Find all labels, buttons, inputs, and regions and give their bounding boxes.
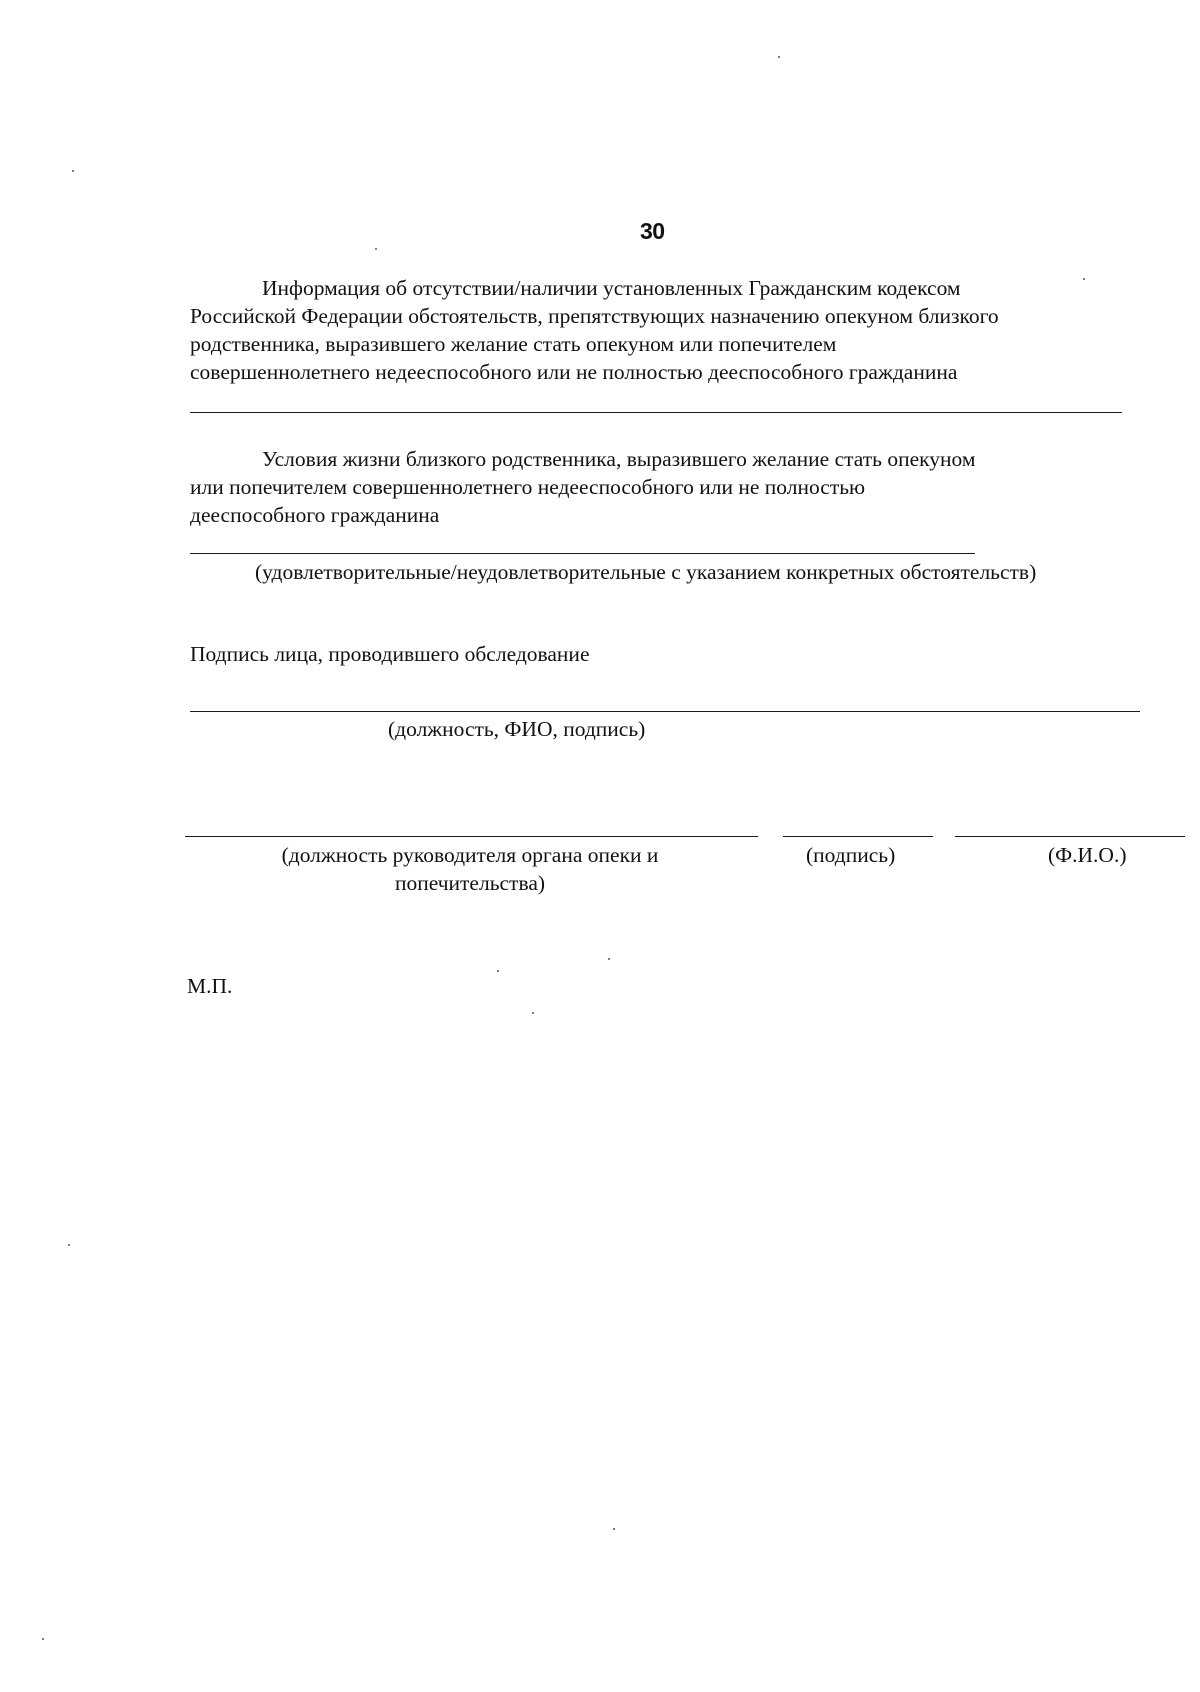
info-line-2: Российской Федерации обстоятельств, препятствующих назначению опекуном близкого [190,304,999,328]
head-position-caption-line-2: попечительства) [394,871,546,895]
conditions-caption: (удовлетворительные/неудовлетворительные с указанием конкретных обстоятельств) [255,560,1037,584]
conditions-line-1: Условия жизни близкого родственника, выразившего желание стать опекуном [262,447,976,471]
page-number: 30 [640,218,665,244]
conditions-paragraph [190,445,1115,529]
inspector-signature-line [190,711,1140,712]
scan-speck [778,56,780,58]
scan-speck [497,970,499,972]
info-line-1: Информация об отсутствии/наличии установленных Гражданским кодексом [262,276,961,300]
scan-speck [613,1528,615,1530]
head-signature-line [783,836,933,837]
info-paragraph [190,274,1115,386]
scan-speck [42,1638,44,1640]
scan-speck [72,170,74,172]
inspector-caption: (должность, ФИО, подпись) [388,717,646,741]
scan-speck [375,248,377,250]
info-answer-line [190,412,1122,413]
scan-speck [1083,278,1085,280]
scan-speck [532,1012,534,1014]
inspector-signature-label: Подпись лица, проводившего обследование [190,642,590,666]
conditions-line-2: или попечителем совершеннолетнего недееспособного или не полностью [190,475,866,499]
head-position-caption-line-1: (должность руководителя органа опеки и [281,843,659,867]
scan-speck [68,1244,70,1246]
info-line-3: родственника, выразившего желание стать опекуном или попечителем [190,332,837,356]
conditions-line-3: дееспособного гражданина [190,503,440,527]
head-signature-caption: (подпись) [806,843,896,867]
scan-speck [608,958,610,960]
info-line-4: совершеннолетнего недееспособного или не полностью дееспособного гражданина [190,360,958,384]
head-position-caption [245,841,695,897]
head-position-line [185,836,758,837]
head-name-caption: (Ф.И.О.) [1048,843,1127,867]
stamp-place-label: М.П. [187,974,233,998]
head-name-line [955,836,1185,837]
conditions-answer-line [190,553,975,554]
